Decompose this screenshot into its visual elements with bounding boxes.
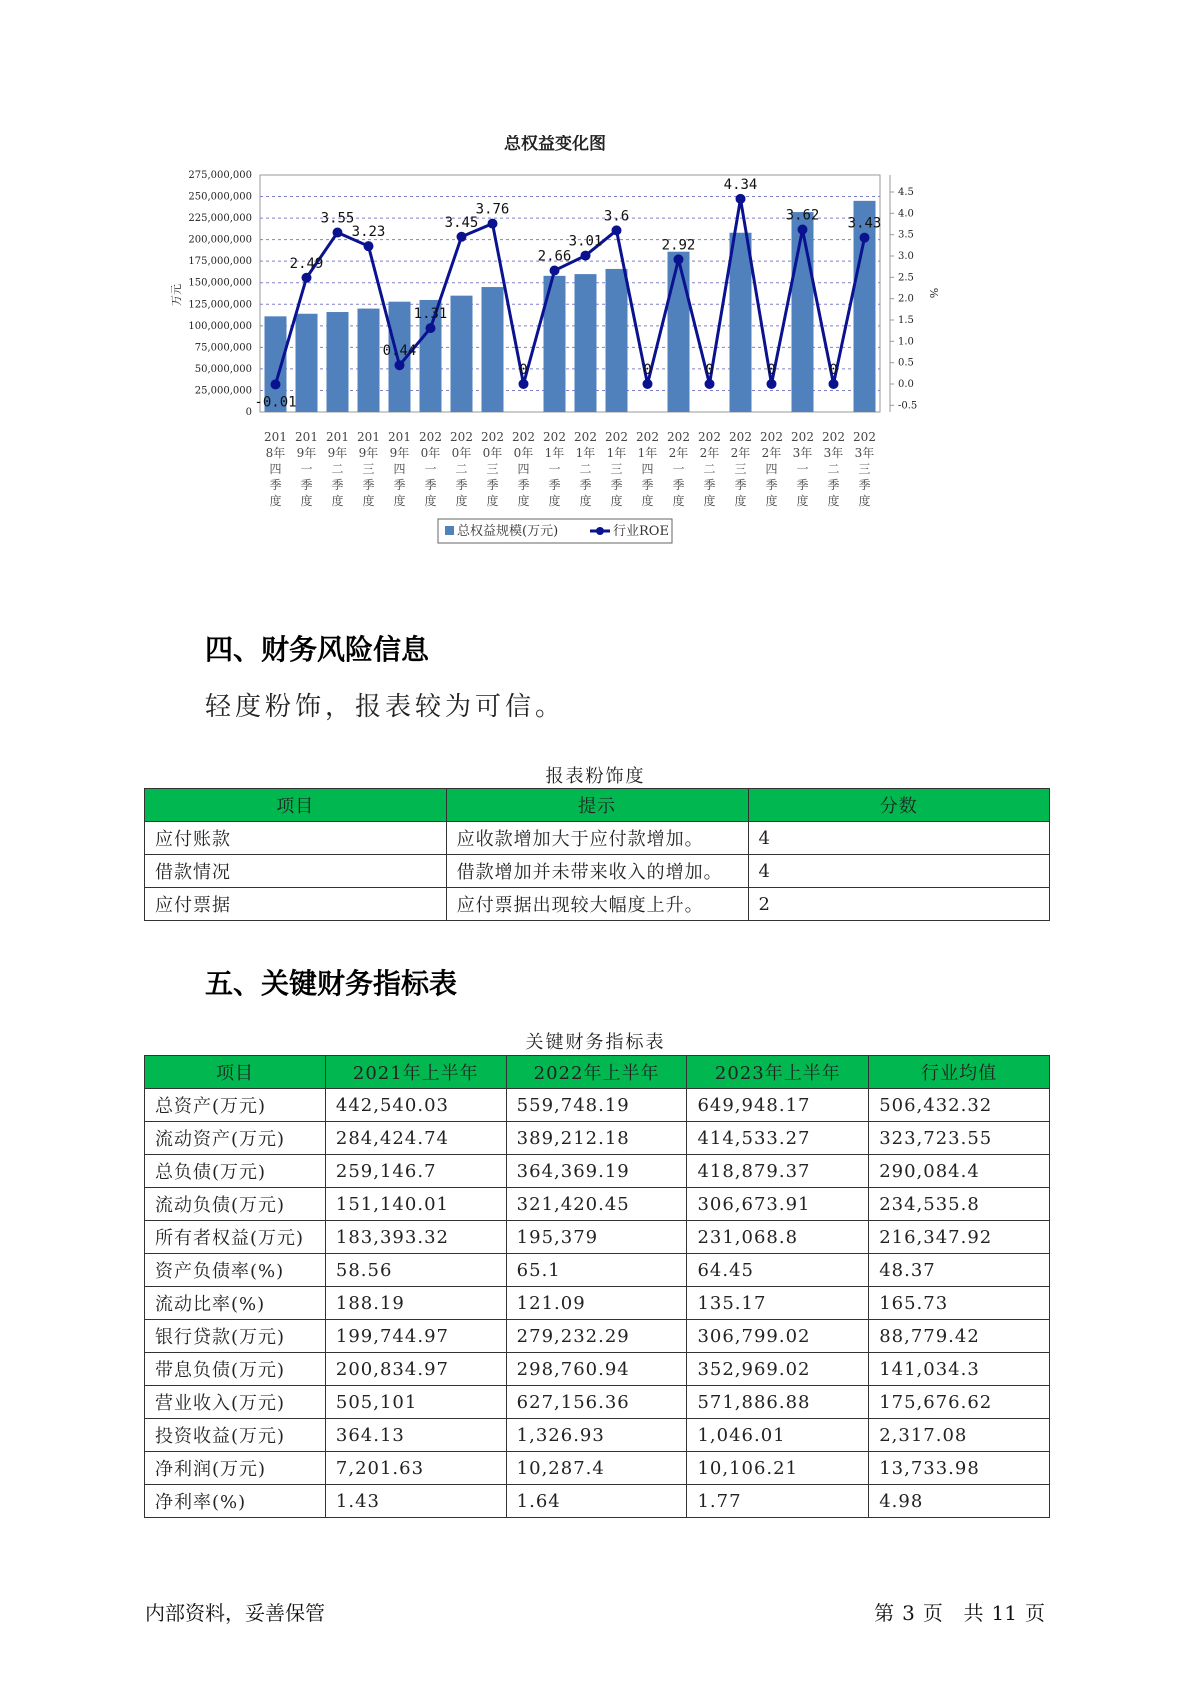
whitewash-table-cell: 应付票据 (145, 888, 447, 921)
indicator-table-cell: 505,101 (325, 1386, 506, 1419)
indicator-table-cell: 48.37 (869, 1254, 1050, 1287)
indicator-table-cell: 总资产(万元) (145, 1089, 326, 1122)
roe-point (798, 225, 808, 235)
x-tick-label: 四 (393, 462, 406, 476)
x-tick-label: 3年 (854, 446, 875, 460)
x-tick-label: 202 (450, 430, 473, 444)
footer-page-info (870, 1597, 1049, 1626)
whitewash-table-cell: 应收款增加大于应付款增加。 (446, 822, 748, 855)
indicator-table-cell: 418,879.37 (687, 1155, 869, 1188)
x-tick-label: 季 (703, 478, 716, 492)
x-tick-label: 季 (517, 478, 530, 492)
whitewash-table-cell: 借款情况 (145, 855, 447, 888)
indicator-table-cell: 571,886.88 (687, 1386, 869, 1419)
roe-data-label: 0 (829, 362, 838, 378)
indicator-table-cell: 资产负债率(%) (145, 1254, 326, 1287)
indicator-table-cell: 4.98 (869, 1485, 1050, 1518)
y2-tick-label: 3.0 (898, 251, 914, 262)
x-tick-label: 三 (362, 462, 375, 476)
y-tick-label: 100,000,000 (188, 320, 252, 332)
indicator-table-row (145, 1419, 1050, 1452)
x-tick-label: 度 (703, 494, 716, 508)
indicator-table-cell: 352,969.02 (687, 1353, 869, 1386)
x-tick-label: 2年 (668, 446, 689, 460)
indicator-table-cell: 298,760.94 (506, 1353, 687, 1386)
x-tick-label: 202 (636, 430, 659, 444)
whitewash-table-header-cell: 分数 (748, 789, 1049, 822)
x-tick-label: 季 (269, 478, 282, 492)
whitewash-table-cell: 借款增加并未带来收入的增加。 (446, 855, 748, 888)
x-tick-label: 度 (796, 494, 809, 508)
y2-tick-label: 0.5 (898, 357, 914, 369)
bar (358, 309, 380, 412)
indicator-table-row (145, 1386, 1050, 1419)
roe-point (612, 225, 622, 235)
roe-point (395, 360, 405, 370)
roe-data-label: 3.6 (603, 208, 630, 225)
x-tick-label: 202 (605, 430, 628, 444)
whitewash-table-caption: 报表粉饰度 (545, 766, 646, 787)
indicator-table-header (145, 1056, 1050, 1089)
indicator-table-row (145, 1353, 1050, 1386)
bar (792, 212, 814, 412)
x-tick-label: 2年 (699, 446, 720, 460)
y-tick-label: 175,000,000 (188, 256, 252, 268)
x-tick-label: 二 (579, 462, 592, 476)
equity-chart (170, 135, 1000, 595)
x-tick-label: 一 (300, 462, 313, 476)
roe-data-label: 0 (705, 362, 714, 378)
roe-point (364, 241, 374, 251)
x-tick-label: 度 (858, 494, 871, 508)
footer-page-word: 第 (874, 1601, 895, 1625)
x-tick-label: 201 (295, 430, 318, 444)
roe-point (457, 232, 467, 242)
y-tick-label: 275,000,000 (188, 170, 252, 181)
indicator-table-cell: 流动负债(万元) (145, 1188, 326, 1221)
indicator-table-cell: 64.45 (687, 1254, 869, 1287)
x-tick-label: 度 (455, 494, 468, 508)
x-tick-label: 度 (641, 494, 654, 508)
footer-total-unit: 页 (1025, 1601, 1045, 1625)
indicator-table-cell: 364,369.19 (506, 1155, 687, 1188)
indicator-table-cell: 58.56 (325, 1254, 506, 1287)
x-tick-label: 三 (610, 462, 623, 476)
roe-data-label: 1.31 (413, 306, 448, 323)
indicator-table-cell: 营业收入(万元) (145, 1386, 326, 1419)
indicator-table-cell: 1.43 (325, 1485, 506, 1518)
roe-data-label: 3.23 (351, 224, 386, 241)
footer-page-unit: 页 (922, 1601, 943, 1625)
indicator-table-header-cell: 2023年上半年 (687, 1056, 869, 1089)
indicator-table-cell: 1,046.01 (687, 1419, 869, 1452)
indicator-table-header-cell: 行业均值 (869, 1056, 1050, 1089)
roe-point (643, 379, 653, 389)
x-tick-label: 季 (331, 478, 344, 492)
legend-line-label: 行业ROE (613, 524, 669, 539)
x-tick-label: 202 (760, 430, 783, 444)
roe-point (426, 323, 436, 333)
y2-tick-label: 2.5 (898, 272, 914, 284)
y-tick-label: 25,000,000 (194, 385, 252, 397)
roe-data-label: 2.66 (537, 248, 572, 265)
legend-bar-label: 总权益规模(万元) (457, 524, 559, 539)
indicator-table-cell: 带息负债(万元) (145, 1353, 326, 1386)
x-tick-label: 季 (672, 478, 685, 492)
indicator-table-cell: 323,723.55 (869, 1122, 1050, 1155)
x-tick-label: 三 (858, 462, 871, 476)
roe-data-label: 2.49 (289, 255, 324, 272)
section4-paragraph: 轻度粉饰，报表较为可信。 (205, 692, 566, 722)
x-tick-label: 2年 (761, 446, 782, 460)
y-tick-label: 0 (245, 407, 252, 418)
indicator-table-cell: 231,068.8 (687, 1221, 869, 1254)
whitewash-table-header-cell: 项目 (145, 789, 447, 822)
indicator-table-row (145, 1221, 1050, 1254)
indicator-table-cell: 净利率(%) (145, 1485, 326, 1518)
indicator-table-cell: 199,744.97 (325, 1320, 506, 1353)
x-tick-label: 202 (667, 430, 690, 444)
x-tick-label: 度 (548, 494, 561, 508)
roe-data-label: 4.34 (723, 176, 758, 193)
x-tick-label: 季 (858, 478, 871, 492)
roe-point (550, 266, 560, 276)
roe-point (302, 273, 312, 283)
bar (668, 252, 690, 412)
footer-confidential: 内部资料，妥善保管 (145, 1601, 325, 1625)
y2-axis-label: % (927, 287, 940, 299)
x-tick-label: 度 (424, 494, 437, 508)
indicator-table-cell: 13,733.98 (869, 1452, 1050, 1485)
x-tick-label: 0年 (420, 446, 441, 460)
x-tick-label: 1年 (544, 446, 565, 460)
x-tick-label: 9年 (327, 446, 348, 460)
indicator-table-header-cell: 项目 (145, 1056, 326, 1089)
indicator-table-row (145, 1485, 1050, 1518)
indicator-table-cell: 259,146.7 (325, 1155, 506, 1188)
roe-data-label: 3.62 (785, 207, 820, 224)
x-tick-label: 四 (269, 462, 282, 476)
y2-tick-label: 4.5 (898, 187, 914, 198)
x-tick-label: 季 (579, 478, 592, 492)
roe-data-label: 0 (643, 362, 652, 378)
indicator-table-cell: 10,287.4 (506, 1452, 687, 1485)
x-tick-label: 三 (486, 462, 499, 476)
y2-tick-label: 0.0 (898, 379, 914, 390)
indicator-table-cell: 投资收益(万元) (145, 1419, 326, 1452)
whitewash-table-row (145, 888, 1050, 921)
indicator-table-row (145, 1122, 1050, 1155)
indicator-table-cell: 121.09 (506, 1287, 687, 1320)
x-tick-label: 3年 (823, 446, 844, 460)
x-tick-label: 季 (796, 478, 809, 492)
x-tick-label: 0年 (451, 446, 472, 460)
x-tick-label: 1年 (637, 446, 658, 460)
x-tick-label: 1年 (606, 446, 627, 460)
roe-data-label: 0 (519, 362, 528, 378)
indicator-table-header-cell: 2022年上半年 (506, 1056, 687, 1089)
x-tick-label: 度 (610, 494, 623, 508)
legend-line-marker (596, 527, 604, 535)
legend-bar-swatch (445, 526, 454, 535)
indicator-table-cell: 净利润(万元) (145, 1452, 326, 1485)
indicator-table-caption: 关键财务指标表 (525, 1032, 666, 1053)
x-tick-label: 二 (455, 462, 468, 476)
roe-point (767, 379, 777, 389)
x-tick-label: 202 (698, 430, 721, 444)
x-tick-label: 8年 (265, 446, 286, 460)
x-tick-label: 二 (827, 462, 840, 476)
x-tick-label: 202 (853, 430, 876, 444)
indicator-table-row (145, 1254, 1050, 1287)
roe-data-label: 3.76 (475, 201, 510, 218)
indicator-table-cell: 165.73 (869, 1287, 1050, 1320)
roe-data-label: 3.55 (320, 210, 355, 227)
x-tick-label: 9年 (389, 446, 410, 460)
x-tick-label: 202 (481, 430, 504, 444)
x-tick-label: 度 (765, 494, 778, 508)
indicator-table-cell: 所有者权益(万元) (145, 1221, 326, 1254)
indicator-table-cell: 506,432.32 (869, 1089, 1050, 1122)
indicator-table-row (145, 1155, 1050, 1188)
bar (482, 287, 504, 412)
roe-data-label: 0 (767, 362, 776, 378)
x-tick-label: 季 (610, 478, 623, 492)
x-tick-label: 202 (419, 430, 442, 444)
whitewash-table-cell: 应付票据出现较大幅度上升。 (446, 888, 748, 921)
roe-point (581, 251, 591, 261)
x-tick-label: 季 (486, 478, 499, 492)
y-tick-label: 50,000,000 (194, 363, 252, 375)
x-tick-label: 202 (822, 430, 845, 444)
roe-data-label: 2.92 (661, 237, 696, 254)
roe-point (736, 194, 746, 204)
bar (575, 274, 597, 412)
indicator-table-cell: 279,232.29 (506, 1320, 687, 1353)
x-tick-label: 201 (357, 430, 380, 444)
whitewash-table-cell: 应付账款 (145, 822, 447, 855)
x-tick-label: 季 (300, 478, 313, 492)
y2-tick-label: -0.5 (898, 400, 918, 412)
indicator-table-cell: 195,379 (506, 1221, 687, 1254)
y-axis-label: 万元 (170, 284, 183, 306)
y2-tick-label: 3.5 (898, 229, 914, 241)
indicator-table-cell: 442,540.03 (325, 1089, 506, 1122)
indicator-table-cell: 银行贷款(万元) (145, 1320, 326, 1353)
roe-point (705, 379, 715, 389)
y2-tick-label: 1.0 (898, 336, 914, 348)
x-tick-label: 季 (362, 478, 375, 492)
indicator-table-cell: 321,420.45 (506, 1188, 687, 1221)
y-tick-label: 150,000,000 (188, 277, 252, 289)
x-tick-label: 一 (796, 462, 809, 476)
roe-data-label: 3.43 (847, 215, 882, 232)
section5-heading: 五、关键财务指标表 (205, 967, 458, 1000)
x-tick-label: 四 (641, 462, 654, 476)
roe-point (674, 254, 684, 264)
whitewash-table-row (145, 855, 1050, 888)
equity-chart-svg (170, 135, 1000, 595)
chart-title: 总权益变化图 (504, 135, 606, 154)
bar (606, 269, 628, 412)
indicator-table-cell: 1.64 (506, 1485, 687, 1518)
roe-data-label: 3.45 (444, 214, 479, 231)
indicator-table-cell: 627,156.36 (506, 1386, 687, 1419)
x-tick-label: 二 (331, 462, 344, 476)
x-tick-label: 四 (765, 462, 778, 476)
indicator-table-cell: 135.17 (687, 1287, 869, 1320)
y-tick-label: 225,000,000 (188, 213, 252, 225)
roe-point (333, 228, 343, 238)
y-tick-label: 75,000,000 (194, 342, 252, 354)
x-tick-label: 0年 (513, 446, 534, 460)
indicator-table-cell: 389,212.18 (506, 1122, 687, 1155)
roe-point (860, 233, 870, 243)
x-tick-label: 一 (548, 462, 561, 476)
bar (296, 314, 318, 412)
y2-tick-label: 4.0 (898, 208, 914, 220)
x-tick-label: 202 (574, 430, 597, 444)
x-tick-label: 度 (300, 494, 313, 508)
x-tick-label: 季 (827, 478, 840, 492)
indicator-table-row (145, 1287, 1050, 1320)
x-tick-label: 201 (326, 430, 349, 444)
x-tick-label: 四 (517, 462, 530, 476)
indicator-table-cell: 总负债(万元) (145, 1155, 326, 1188)
x-tick-label: 201 (264, 430, 287, 444)
y-tick-label: 125,000,000 (188, 299, 252, 311)
indicator-table-cell: 65.1 (506, 1254, 687, 1287)
bar (730, 233, 752, 412)
indicator-table-header-cell: 2021年上半年 (325, 1056, 506, 1089)
x-tick-label: 二 (703, 462, 716, 476)
indicator-table-cell: 流动比率(%) (145, 1287, 326, 1320)
indicator-table-cell: 234,535.8 (869, 1188, 1050, 1221)
x-tick-label: 一 (672, 462, 685, 476)
roe-point (519, 379, 529, 389)
x-tick-label: 季 (548, 478, 561, 492)
indicator-table-cell: 364.13 (325, 1419, 506, 1452)
whitewash-table-header-cell: 提示 (446, 789, 748, 822)
y-tick-label: 200,000,000 (188, 234, 252, 246)
footer-total-no: 11 (991, 1601, 1017, 1625)
y2-tick-label: 2.0 (898, 293, 914, 305)
footer-page-no: 3 (902, 1601, 915, 1625)
indicator-table-cell: 175,676.62 (869, 1386, 1050, 1419)
x-tick-label: 202 (729, 430, 752, 444)
x-tick-label: 2年 (730, 446, 751, 460)
indicator-table-cell: 183,393.32 (325, 1221, 506, 1254)
whitewash-table-cell: 4 (748, 855, 1049, 888)
x-tick-label: 季 (424, 478, 437, 492)
x-tick-label: 度 (827, 494, 840, 508)
x-tick-label: 度 (517, 494, 530, 508)
whitewash-table-row (145, 822, 1050, 855)
x-tick-label: 9年 (358, 446, 379, 460)
bar (327, 312, 349, 412)
indicator-table-cell: 流动资产(万元) (145, 1122, 326, 1155)
indicator-table-cell: 649,948.17 (687, 1089, 869, 1122)
indicator-table-cell: 306,799.02 (687, 1320, 869, 1353)
x-tick-label: 0年 (482, 446, 503, 460)
x-tick-label: 季 (393, 478, 406, 492)
x-tick-label: 三 (734, 462, 747, 476)
x-tick-label: 度 (486, 494, 499, 508)
x-tick-label: 度 (362, 494, 375, 508)
indicator-table-cell: 414,533.27 (687, 1122, 869, 1155)
indicator-table-cell: 1,326.93 (506, 1419, 687, 1452)
x-tick-label: 度 (393, 494, 406, 508)
roe-data-label: 3.01 (568, 233, 603, 250)
bar (451, 296, 473, 412)
x-tick-label: 季 (734, 478, 747, 492)
section4-heading: 四、财务风险信息 (205, 633, 430, 666)
indicator-table-row (145, 1320, 1050, 1353)
whitewash-table-cell: 4 (748, 822, 1049, 855)
indicator-table (144, 1055, 1050, 1518)
x-tick-label: 202 (791, 430, 814, 444)
x-tick-label: 季 (765, 478, 778, 492)
x-tick-label: 9年 (296, 446, 317, 460)
x-tick-label: 3年 (792, 446, 813, 460)
indicator-table-cell: 290,084.4 (869, 1155, 1050, 1188)
roe-point (488, 219, 498, 229)
indicator-table-cell: 216,347.92 (869, 1221, 1050, 1254)
x-tick-label: 度 (734, 494, 747, 508)
indicator-table-cell: 284,424.74 (325, 1122, 506, 1155)
indicator-table-row (145, 1188, 1050, 1221)
x-tick-label: 1年 (575, 446, 596, 460)
whitewash-table-cell: 2 (748, 888, 1049, 921)
indicator-table-cell: 559,748.19 (506, 1089, 687, 1122)
x-tick-label: 度 (579, 494, 592, 508)
indicator-table-cell: 200,834.97 (325, 1353, 506, 1386)
roe-data-label: 0.44 (382, 343, 417, 360)
indicator-table-row (145, 1452, 1050, 1485)
x-tick-label: 201 (388, 430, 411, 444)
indicator-table-cell: 1.77 (687, 1485, 869, 1518)
y2-tick-label: 1.5 (898, 315, 914, 326)
x-tick-label: 度 (269, 494, 282, 508)
indicator-table-cell: 188.19 (325, 1287, 506, 1320)
roe-point (829, 379, 839, 389)
x-tick-label: 202 (512, 430, 535, 444)
x-tick-label: 202 (543, 430, 566, 444)
x-tick-label: 度 (672, 494, 685, 508)
x-tick-label: 一 (424, 462, 437, 476)
whitewash-table (144, 788, 1050, 921)
x-tick-label: 度 (331, 494, 344, 508)
indicator-table-cell: 306,673.91 (687, 1188, 869, 1221)
roe-data-label: -0.01 (254, 394, 297, 411)
indicator-table-cell: 7,201.63 (325, 1452, 506, 1485)
y-tick-label: 250,000,000 (188, 191, 252, 203)
indicator-table-row (145, 1089, 1050, 1122)
indicator-table-cell: 141,034.3 (869, 1353, 1050, 1386)
indicator-table-cell: 10,106.21 (687, 1452, 869, 1485)
indicator-table-cell: 151,140.01 (325, 1188, 506, 1221)
whitewash-table-header (145, 789, 1050, 822)
indicator-table-cell: 88,779.42 (869, 1320, 1050, 1353)
x-tick-label: 季 (455, 478, 468, 492)
roe-point (271, 379, 281, 389)
bar (854, 201, 876, 412)
footer-total-word: 共 (963, 1601, 984, 1625)
indicator-table-cell: 2,317.08 (869, 1419, 1050, 1452)
x-tick-label: 季 (641, 478, 654, 492)
